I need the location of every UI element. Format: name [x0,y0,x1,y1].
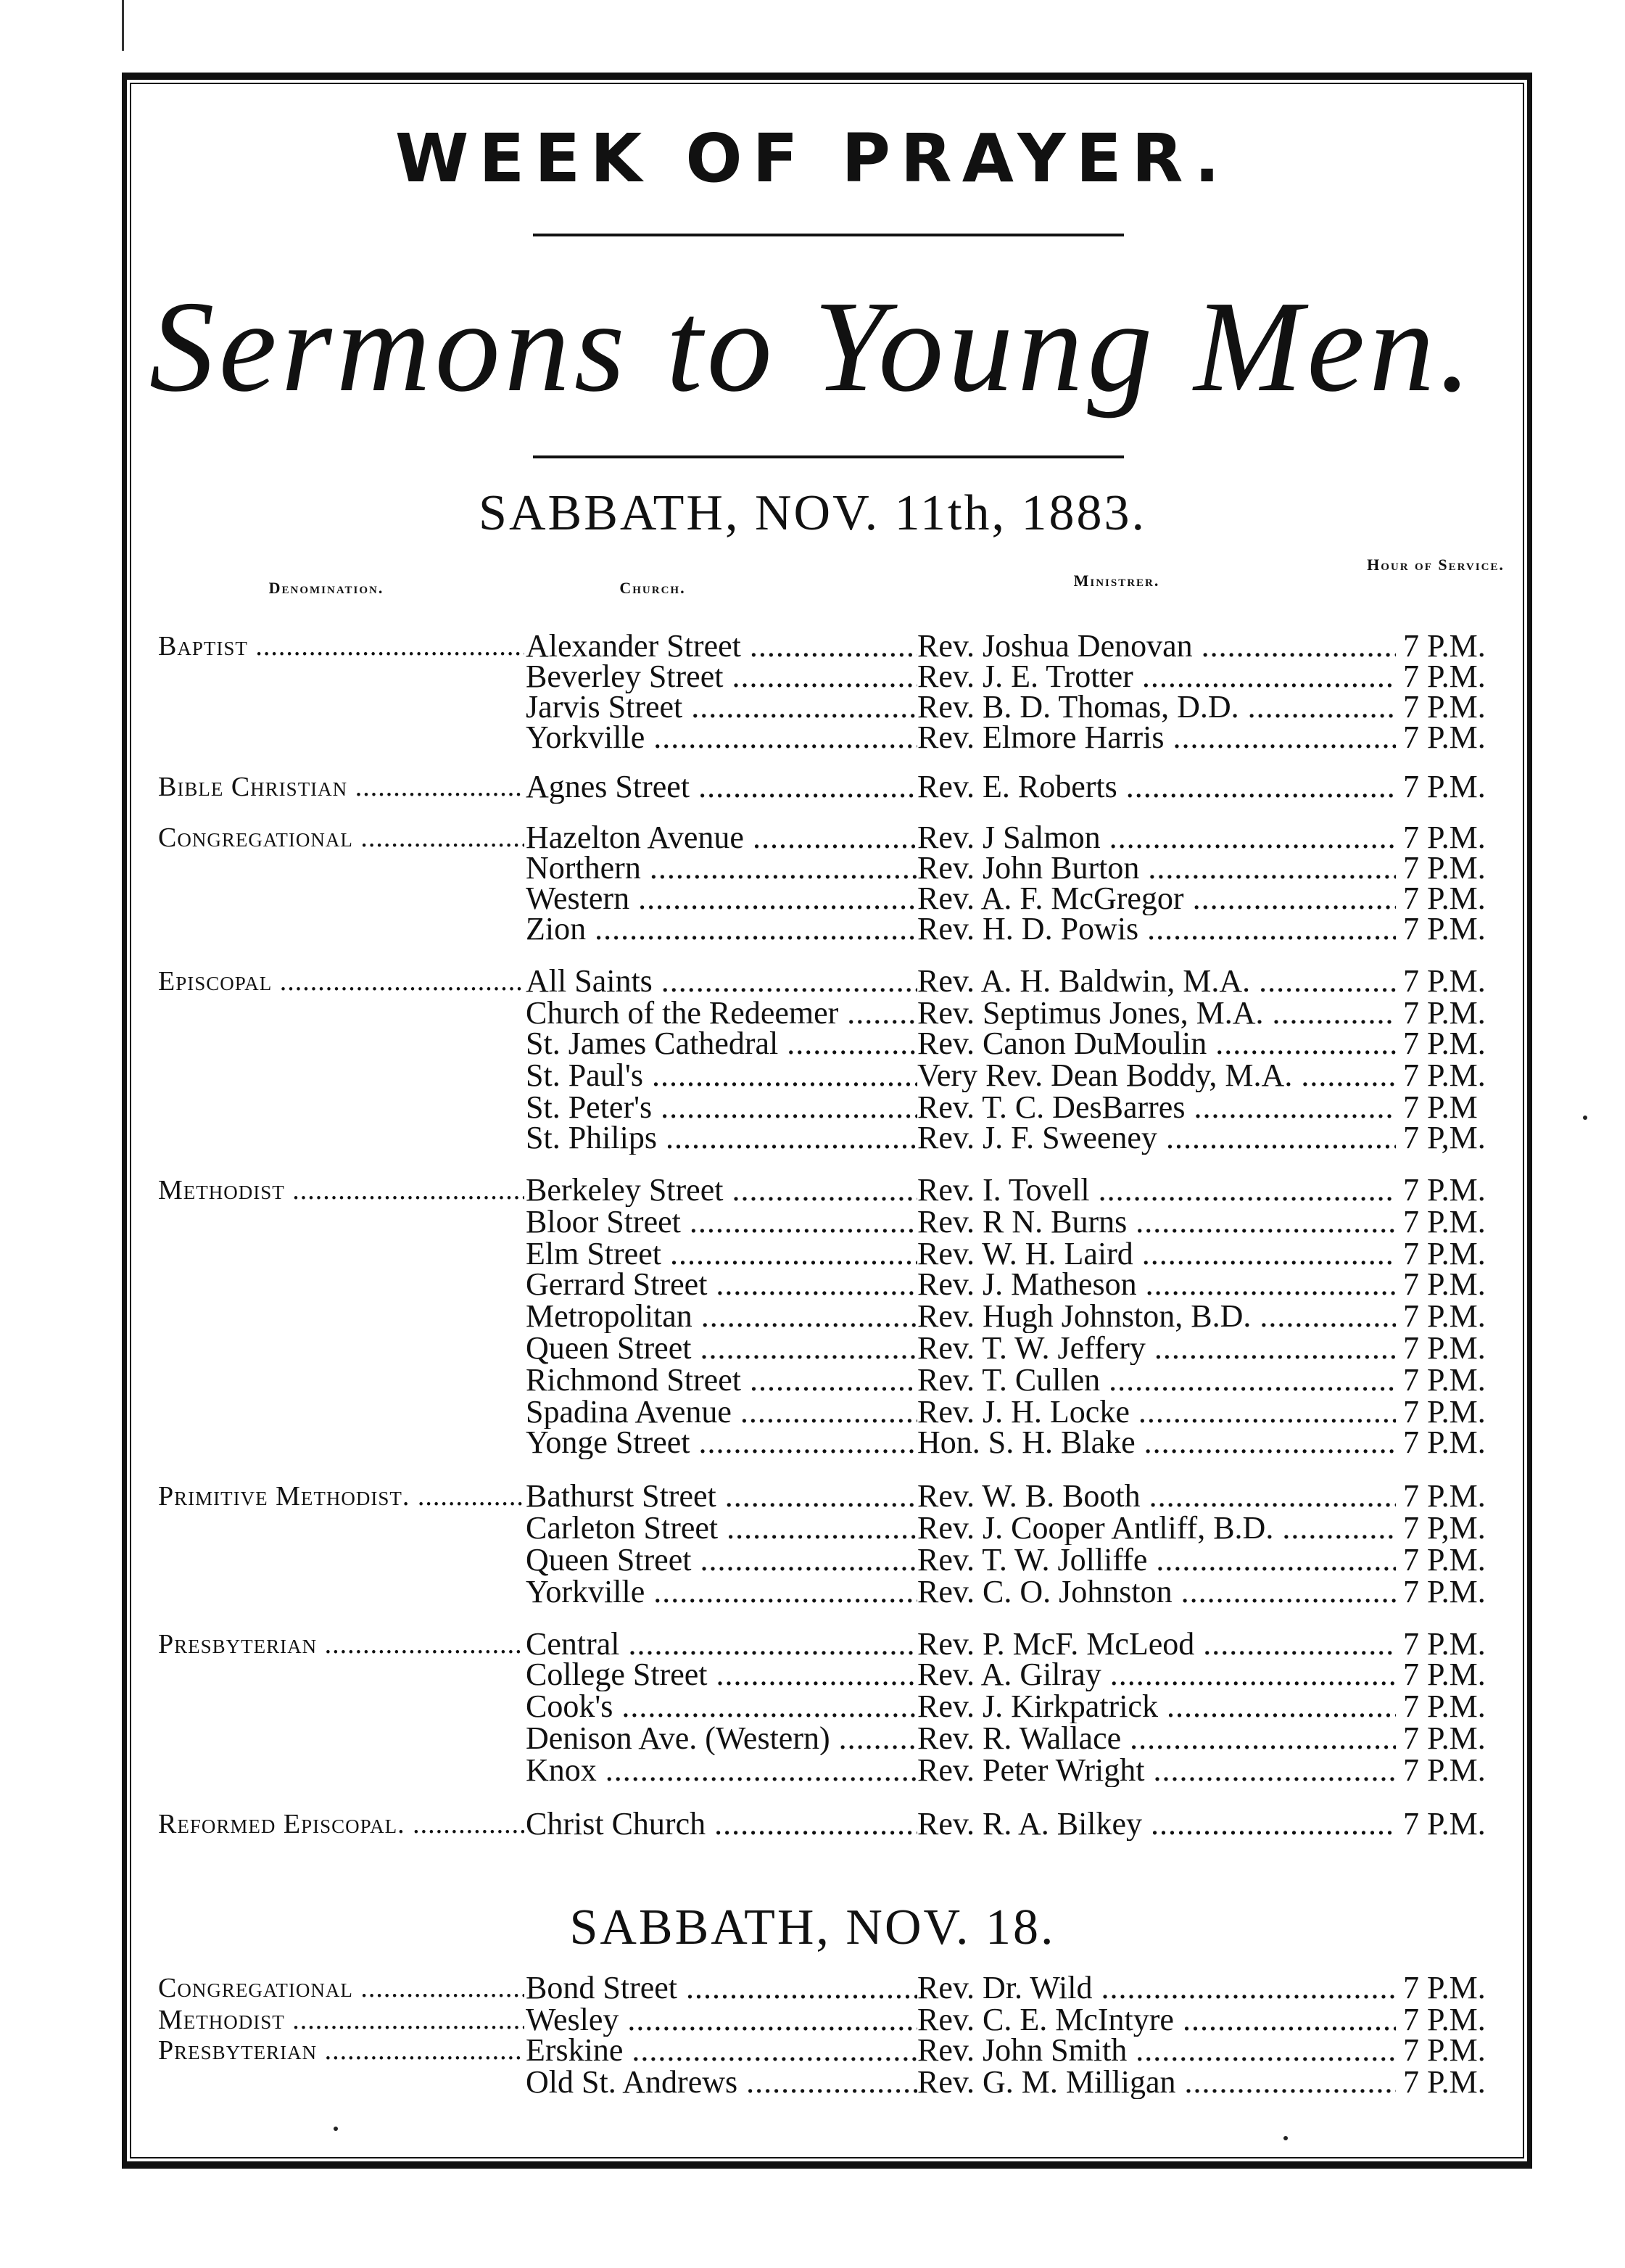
church-cell: Western ..... [526,882,917,915]
church-cell: Denison Ave. (Western) ..... [526,1722,917,1755]
church-cell: Yorkville ..... [526,1575,917,1609]
table-row [0,1300,1625,1333]
table-row [0,1268,1625,1301]
table-row [0,2003,1625,2037]
minister-cell: Rev. T. Cullen ..... [917,1364,1396,1397]
hour-cell: 7 P.M. [1403,1657,1486,1692]
church-cell: Gerrard Street ..... [526,1268,917,1301]
hour-cell: 7 P.M. [1403,995,1486,1031]
minister-cell: Hon. S. H. Blake ..... [917,1426,1396,1459]
subtitle-divider [533,455,1124,458]
minister-cell: Rev. T. W. Jolliffe ..... [917,1543,1396,1577]
church-cell: Bathurst Street ..... [526,1480,917,1513]
ink-speck [1583,1116,1587,1120]
section1-heading: SABBATH, NOV. 11th, 1883. [479,485,1146,541]
denomination-cell: Congregational ..... [158,821,524,854]
minister-cell: Rev. B. D. Thomas, D.D. ..... [917,690,1396,724]
church-cell: St. Paul's ..... [526,1059,917,1092]
denomination-cell: Primitive Methodist. ..... [158,1480,524,1513]
church-cell: Hazelton Avenue ..... [526,821,917,854]
table-row [0,965,1625,998]
minister-cell: Rev. J. H. Locke ..... [917,1395,1396,1429]
denomination-cell: Episcopal ..... [158,965,524,998]
minister-cell: Rev. Septimus Jones, M.A. ..... [917,997,1396,1030]
table-row [0,1658,1625,1691]
page-subtitle: Sermons to Young Men. [149,274,1476,418]
church-cell: Northern ..... [526,851,917,885]
hour-cell: 7 P.M. [1403,1026,1486,1061]
minister-cell: Rev. J. E. Trotter ..... [917,660,1396,693]
church-cell: Spadina Avenue ..... [526,1395,917,1429]
minister-cell: Rev. P. McF. McLeod ..... [917,1628,1396,1661]
hour-cell: 7 P.M. [1403,850,1486,886]
minister-cell: Rev. Joshua Denovan ..... [917,630,1396,663]
church-cell: Church of the Redeemer ..... [526,997,917,1030]
minister-cell: Rev. H. D. Powis ..... [917,912,1396,946]
table-row [0,1690,1625,1723]
table-row [0,1722,1625,1755]
church-cell: Bloor Street ..... [526,1205,917,1239]
minister-cell: Rev. Canon DuMoulin ..... [917,1027,1396,1060]
table-row [0,1426,1625,1459]
minister-cell: Rev. J. Kirkpatrick ..... [917,1690,1396,1723]
table-row [0,1332,1625,1365]
table-row [0,770,1625,804]
hour-cell: 7 P.M. [1403,1574,1486,1609]
column-header-church: Church. [619,579,686,597]
hour-cell: 7 P.M. [1403,1362,1486,1398]
table-row [0,1480,1625,1513]
minister-cell: Rev. T. W. Jeffery ..... [917,1332,1396,1365]
hour-cell: 7 P.M. [1403,881,1486,916]
table-row [0,821,1625,854]
church-cell: Wesley ..... [526,2003,917,2037]
church-cell: Jarvis Street ..... [526,690,917,724]
hour-cell: 7 P.M. [1403,1057,1486,1093]
minister-cell: Rev. C. O. Johnston ..... [917,1575,1396,1609]
table-row [0,690,1625,724]
church-cell: Knox ..... [526,1754,917,1787]
church-cell: Metropolitan ..... [526,1300,917,1333]
hour-cell: 7 P.M. [1403,911,1486,947]
table-row [0,1205,1625,1239]
denomination-cell: Methodist ..... [158,2003,524,2037]
table-row [0,630,1625,663]
table-row [0,1628,1625,1661]
church-cell: Central ..... [526,1628,917,1661]
hour-cell: 7 P.M. [1403,1330,1486,1366]
church-cell: Yonge Street ..... [526,1426,917,1459]
column-header-denomination: Denomination. [268,579,384,597]
church-cell: Alexander Street ..... [526,630,917,663]
minister-cell: Rev. A. Gilray ..... [917,1658,1396,1691]
minister-cell: Rev. R. A. Bilkey ..... [917,1807,1396,1841]
minister-cell: Rev. John Smith ..... [917,2034,1396,2067]
table-row [0,1512,1625,1545]
table-row [0,1754,1625,1787]
table-row [0,2034,1625,2067]
hour-cell: 7 P.M. [1403,689,1486,725]
table-row [0,1364,1625,1397]
table-row [0,1543,1625,1577]
hour-cell: 7 P.M. [1403,1394,1486,1430]
church-cell: Old St. Andrews ..... [526,2066,917,2099]
church-cell: Christ Church ..... [526,1807,917,1841]
table-row [0,1237,1625,1271]
church-cell: Richmond Street ..... [526,1364,917,1397]
table-row [0,1027,1625,1060]
hour-cell: 7 P.M. [1403,1752,1486,1788]
church-cell: Berkeley Street ..... [526,1174,917,1207]
hour-cell: 7 P.M. [1403,1688,1486,1724]
church-cell: Queen Street ..... [526,1332,917,1365]
hour-cell: 7 P.M. [1403,1172,1486,1208]
minister-cell: Rev. J Salmon ..... [917,821,1396,854]
hour-cell: 7 P,M. [1403,1120,1486,1155]
minister-cell: Rev. C. E. McIntyre ..... [917,2003,1396,2037]
minister-cell: Rev. T. C. DesBarres ..... [917,1091,1396,1124]
church-cell: Yorkville ..... [526,721,917,754]
table-row [0,997,1625,1030]
hour-cell: 7 P.M. [1403,659,1486,694]
denomination-cell: Methodist ..... [158,1174,524,1207]
hour-cell: 7 P.M. [1403,1970,1486,2005]
minister-cell: Rev. R N. Burns ..... [917,1205,1396,1239]
hour-cell: 7 P.M. [1403,2032,1486,2068]
minister-cell: Rev. G. M. Milligan ..... [917,2066,1396,2099]
page-title: WEEK OF PRAYER. [394,120,1231,197]
ink-speck [1283,2136,1288,2140]
denomination-cell: Baptist ..... [158,630,524,663]
table-row [0,1971,1625,2005]
table-row [0,721,1625,754]
hour-cell: 7 P.M. [1403,1236,1486,1271]
minister-cell: Rev. A. F. McGregor ..... [917,882,1396,915]
church-cell: Cook's ..... [526,1690,917,1723]
table-row [0,912,1625,946]
church-cell: Erskine ..... [526,2034,917,2067]
church-cell: Queen Street ..... [526,1543,917,1577]
minister-cell: Rev. J. Cooper Antliff, B.D. ..... [917,1512,1396,1545]
hour-cell: 7 P.M. [1403,719,1486,755]
hour-cell: 7 P.M. [1403,769,1486,804]
denomination-cell: Reformed Episcopal. ..... [158,1807,524,1841]
hour-cell: 7 P.M. [1403,820,1486,855]
church-cell: Elm Street ..... [526,1237,917,1271]
minister-cell: Rev. E. Roberts ..... [917,770,1396,804]
column-header-minister: Ministrer. [1073,572,1160,590]
table-row [0,851,1625,885]
church-cell: Agnes Street ..... [526,770,917,804]
church-cell: Carleton Street ..... [526,1512,917,1545]
column-header-hour: Hour of Service. [1367,556,1505,574]
table-row [0,1395,1625,1429]
hour-cell: 7 P.M. [1403,2002,1486,2037]
minister-cell: Rev. J. Matheson ..... [917,1268,1396,1301]
church-cell: St. Peter's ..... [526,1091,917,1124]
minister-cell: Rev. Elmore Harris ..... [917,721,1396,754]
hour-cell: 7 P.M. [1403,1424,1486,1460]
hour-cell: 7 P.M. [1403,2064,1486,2100]
table-row [0,1121,1625,1155]
ink-speck [334,2127,338,2131]
section2-heading: SABBATH, NOV. 18. [569,1900,1056,1955]
minister-cell: Rev. R. Wallace ..... [917,1722,1396,1755]
minister-cell: Rev. I. Tovell ..... [917,1174,1396,1207]
table-row [0,1575,1625,1609]
hour-cell: 7 P.M. [1403,1806,1486,1842]
table-row [0,1174,1625,1207]
hour-cell: 7 P.M. [1403,1542,1486,1578]
church-cell: St. James Cathedral ..... [526,1027,917,1060]
hour-cell: 7 P.M. [1403,1204,1486,1240]
table-row [0,882,1625,915]
hour-cell: 7 P.M. [1403,1266,1486,1302]
hour-cell: 7 P.M. [1403,1298,1486,1334]
table-row [0,1059,1625,1092]
minister-cell: Rev. W. H. Laird ..... [917,1237,1396,1271]
minister-cell: Rev. Peter Wright ..... [917,1754,1396,1787]
minister-cell: Rev. John Burton ..... [917,851,1396,885]
church-cell: Zion ..... [526,912,917,946]
table-row [0,1807,1625,1841]
hour-cell: 7 P.M. [1403,1478,1486,1514]
church-cell: College Street ..... [526,1658,917,1691]
table-row [0,660,1625,693]
hour-cell: 7 P,M. [1403,1510,1486,1546]
church-cell: St. Philips ..... [526,1121,917,1155]
denomination-cell: Presbyterian ..... [158,2034,524,2067]
table-row [0,2066,1625,2099]
minister-cell: Rev. W. B. Booth ..... [917,1480,1396,1513]
minister-cell: Rev. Dr. Wild ..... [917,1971,1396,2005]
title-divider [533,234,1124,236]
hour-cell: 7 P.M. [1403,1720,1486,1756]
denomination-cell: Presbyterian ..... [158,1628,524,1661]
table-row [0,1091,1625,1124]
hour-cell: 7 P.M [1403,1089,1478,1125]
church-cell: Bond Street ..... [526,1971,917,2005]
church-cell: All Saints ..... [526,965,917,998]
minister-cell: Rev. J. F. Sweeney ..... [917,1121,1396,1155]
denomination-cell: Congregational ..... [158,1971,524,2005]
minister-cell: Very Rev. Dean Boddy, M.A. ..... [917,1059,1396,1092]
minister-cell: Rev. Hugh Johnston, B.D. ..... [917,1300,1396,1333]
hour-cell: 7 P.M. [1403,963,1486,999]
minister-cell: Rev. A. H. Baldwin, M.A. ..... [917,965,1396,998]
hour-cell: 7 P.M. [1403,1626,1486,1662]
denomination-cell: Bible Christian ..... [158,770,524,804]
margin-rule [122,0,124,51]
hour-cell: 7 P.M. [1403,628,1486,664]
church-cell: Beverley Street ..... [526,660,917,693]
